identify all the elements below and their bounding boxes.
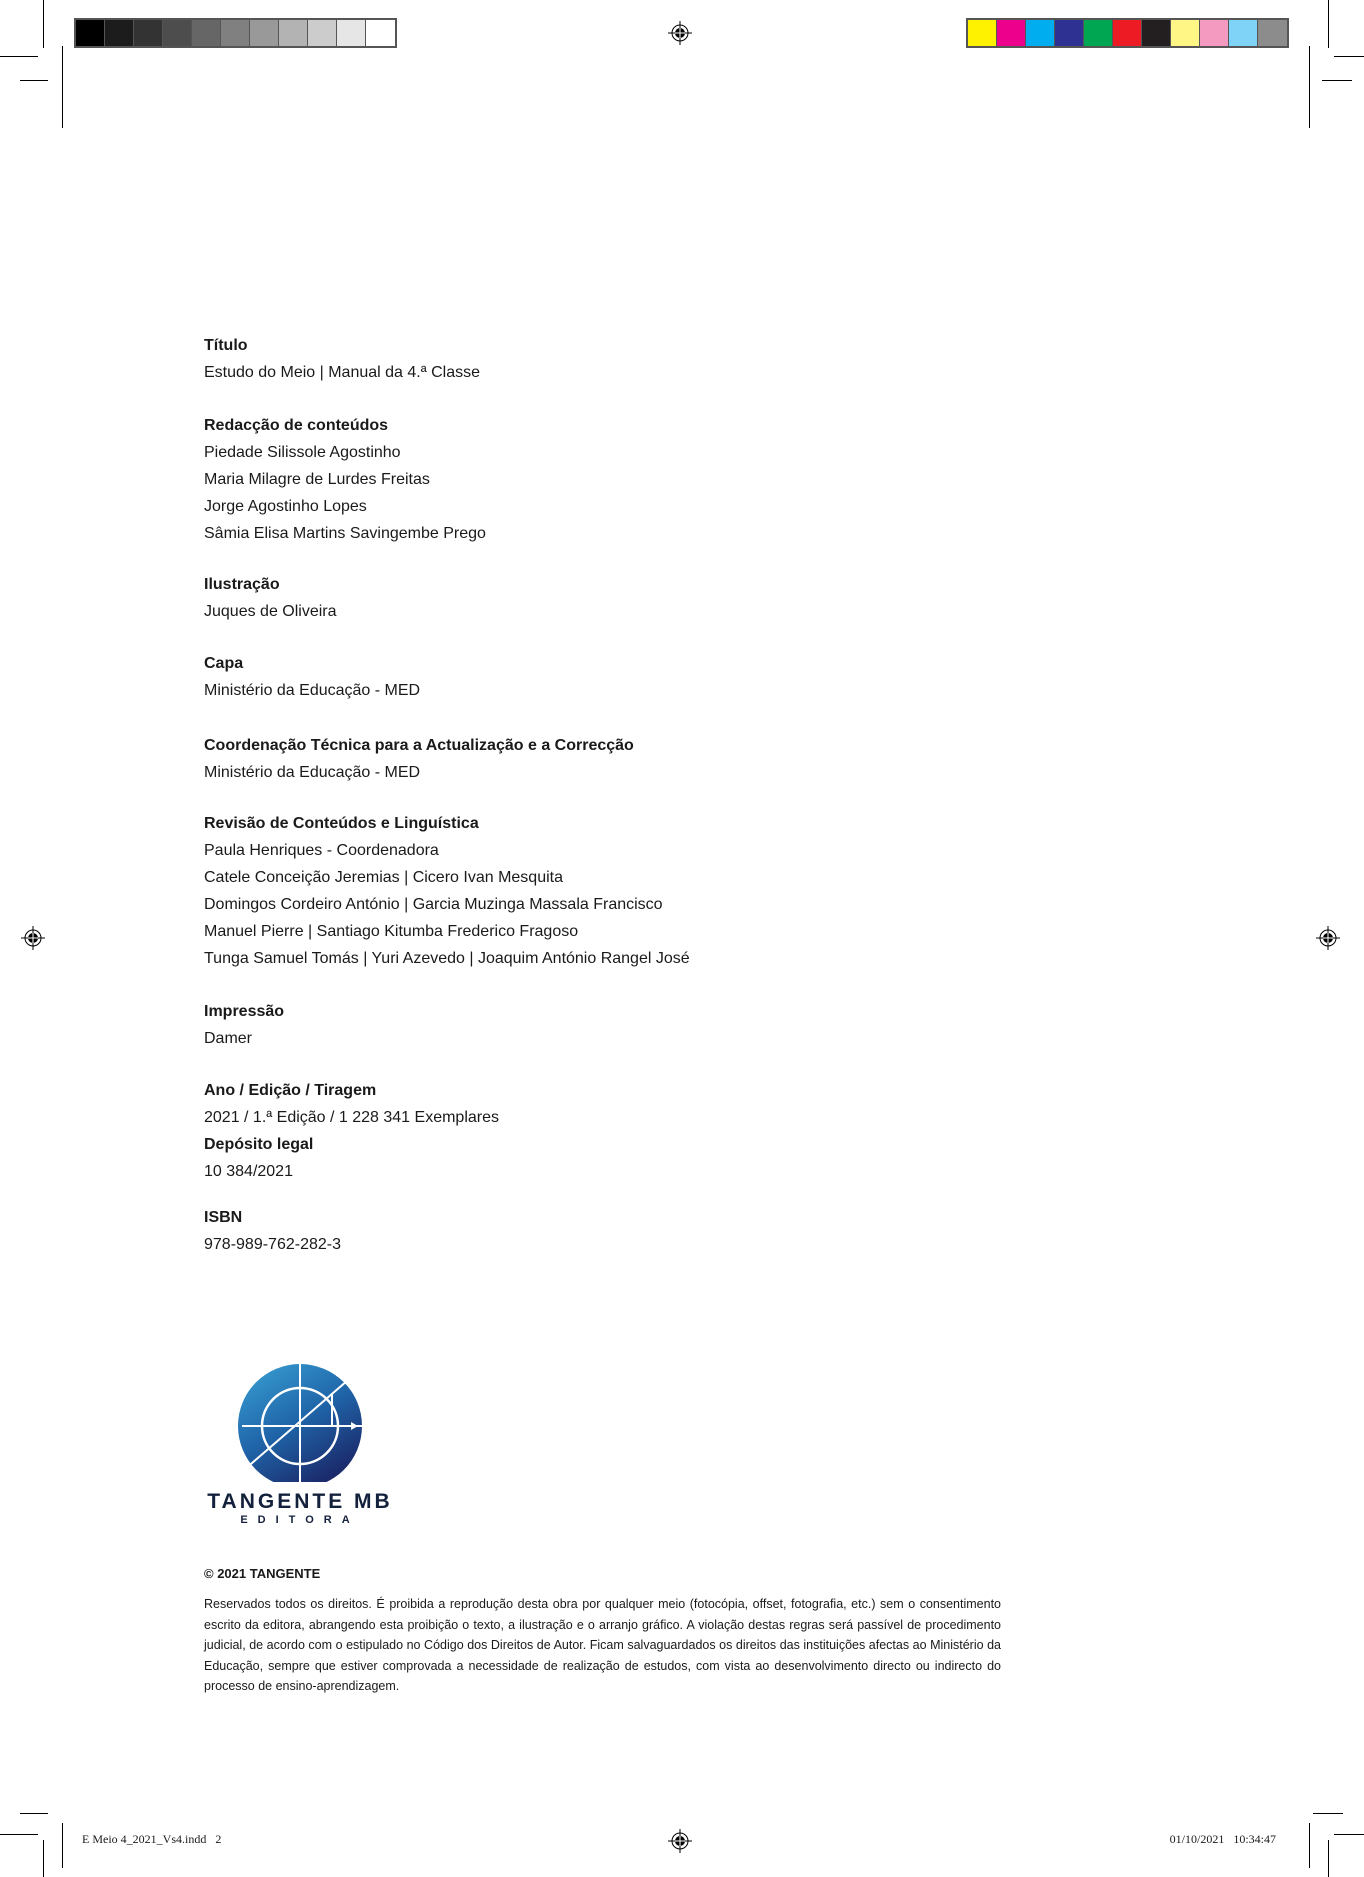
crop-mark bbox=[43, 0, 44, 48]
color-swatch bbox=[105, 20, 134, 46]
section-line: Ministério da Educação - MED bbox=[204, 764, 421, 781]
registration-mark-icon bbox=[1316, 926, 1340, 950]
crop-mark bbox=[1309, 1823, 1310, 1868]
section-line: 978-989-762-282-3 bbox=[204, 1236, 341, 1253]
section-heading: Impressão bbox=[204, 1003, 285, 1020]
grayscale-calibration-bar bbox=[74, 18, 397, 48]
credit-section bbox=[204, 412, 486, 547]
section-heading: ISBN bbox=[204, 1209, 243, 1226]
color-swatch bbox=[1055, 20, 1084, 46]
color-swatch bbox=[1200, 20, 1229, 46]
section-heading: Título bbox=[204, 337, 248, 354]
section-line: Tunga Samuel Tomás | Yuri Azevedo | Joaquim António Rangel José bbox=[204, 950, 690, 967]
section-line: Damer bbox=[204, 1030, 253, 1047]
section-line: Sâmia Elisa Martins Savingembe Prego bbox=[204, 525, 486, 542]
color-swatch bbox=[1229, 20, 1258, 46]
credit-section bbox=[204, 650, 420, 704]
section-line: Jorge Agostinho Lopes bbox=[204, 498, 367, 515]
section-line: 2021 / 1.ª Edição / 1 228 341 Exemplares bbox=[204, 1109, 499, 1126]
crop-mark bbox=[1322, 80, 1352, 81]
footer-timestamp: 01/10/2021 10:34:47 bbox=[1169, 1832, 1276, 1846]
color-swatch bbox=[76, 20, 105, 46]
crop-mark bbox=[0, 1834, 38, 1835]
color-swatch bbox=[1258, 20, 1287, 46]
credit-section bbox=[204, 332, 480, 386]
crop-mark bbox=[62, 1823, 63, 1868]
color-swatch bbox=[1026, 20, 1055, 46]
credit-section bbox=[204, 732, 634, 786]
crop-mark bbox=[1334, 56, 1364, 57]
credit-section bbox=[204, 1131, 313, 1185]
section-heading: Ilustração bbox=[204, 576, 280, 593]
color-swatch bbox=[1171, 20, 1200, 46]
color-swatch bbox=[1084, 20, 1113, 46]
section-line: Piedade Silissole Agostinho bbox=[204, 444, 401, 461]
credit-section bbox=[204, 571, 337, 625]
color-swatch bbox=[279, 20, 308, 46]
section-heading: Depósito legal bbox=[204, 1136, 314, 1153]
section-line: Estudo do Meio | Manual da 4.ª Classe bbox=[204, 364, 481, 381]
crop-mark bbox=[62, 46, 63, 128]
credit-section bbox=[204, 998, 284, 1052]
crop-mark bbox=[1313, 1813, 1343, 1814]
color-calibration-bar bbox=[966, 18, 1289, 48]
crop-mark bbox=[1309, 46, 1310, 128]
color-swatch bbox=[308, 20, 337, 46]
color-swatch bbox=[192, 20, 221, 46]
section-line: Maria Milagre de Lurdes Freitas bbox=[204, 471, 430, 488]
section-line: 10 384/2021 bbox=[204, 1163, 293, 1180]
color-swatch bbox=[1113, 20, 1142, 46]
section-line: Manuel Pierre | Santiago Kitumba Frederico Fragoso bbox=[204, 923, 579, 940]
color-swatch bbox=[337, 20, 366, 46]
registration-mark-icon bbox=[668, 21, 692, 45]
copyright: © 2021 TANGENTE bbox=[204, 1566, 321, 1581]
logo-name: TANGENTE MB bbox=[207, 1490, 393, 1513]
tangent-circle-icon bbox=[203, 1352, 397, 1482]
publisher-logo bbox=[203, 1352, 397, 1526]
section-heading: Revisão de Conteúdos e Linguística bbox=[204, 815, 479, 832]
rights-notice: Reservados todos os direitos. É proibida a reprodução desta obra por qualquer meio (fotocópia, offset, fotografia, etc.) sem o consentimento escrito da editora, abrangendo esta proibição o texto, a ilustração e o arranjo gráfico. A violação destas regras será passível de procedimento judicial, de acordo com o estipulado no Código dos Direitos de Autor. Ficam salvaguardados os direitos das instituições afectas ao Ministério da Educação, sempre que estiver comprovada a necessidade de realização de estudos, com vista ao desenvolvimento directo ou indirecto do processo de ensino-aprendizagem. bbox=[204, 1597, 1001, 1693]
registration-mark-icon bbox=[21, 926, 45, 950]
color-swatch bbox=[221, 20, 250, 46]
color-swatch bbox=[250, 20, 279, 46]
credit-section bbox=[204, 810, 690, 972]
color-swatch bbox=[997, 20, 1026, 46]
crop-mark bbox=[0, 56, 38, 57]
color-swatch bbox=[1142, 20, 1171, 46]
credit-section bbox=[204, 1077, 499, 1131]
logo-subtitle: EDITORA bbox=[240, 1514, 360, 1526]
color-swatch bbox=[134, 20, 163, 46]
registration-mark-icon bbox=[668, 1829, 692, 1853]
section-heading: Capa bbox=[204, 655, 244, 672]
color-swatch bbox=[163, 20, 192, 46]
section-line: Ministério da Educação - MED bbox=[204, 682, 421, 699]
section-line: Catele Conceição Jeremias | Cicero Ivan Mesquita bbox=[204, 869, 563, 886]
section-heading: Coordenação Técnica para a Actualização e a Correcção bbox=[204, 737, 634, 754]
section-line: Paula Henriques - Coordenadora bbox=[204, 842, 439, 859]
footer-filename: E Meio 4_2021_Vs4.indd 2 bbox=[82, 1832, 222, 1846]
section-heading: Redacção de conteúdos bbox=[204, 417, 389, 434]
section-heading: Ano / Edição / Tiragem bbox=[204, 1082, 377, 1099]
crop-mark bbox=[1334, 1834, 1364, 1835]
section-line: Juques de Oliveira bbox=[204, 603, 337, 620]
crop-mark bbox=[20, 80, 48, 81]
credit-section bbox=[204, 1204, 341, 1258]
color-swatch bbox=[968, 20, 997, 46]
crop-mark bbox=[43, 1840, 44, 1877]
crop-mark bbox=[20, 1813, 48, 1814]
color-swatch bbox=[366, 20, 395, 46]
section-line: Domingos Cordeiro António | Garcia Muzinga Massala Francisco bbox=[204, 896, 663, 913]
crop-mark bbox=[1328, 0, 1329, 48]
crop-mark bbox=[1328, 1840, 1329, 1877]
